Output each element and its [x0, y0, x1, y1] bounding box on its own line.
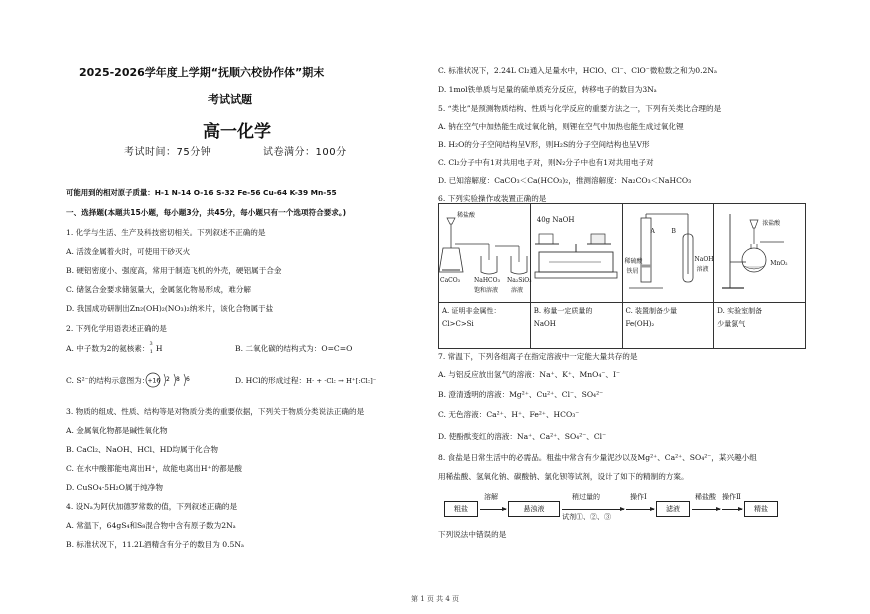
q2-option-d-text: D. HCl的形成过程： — [235, 376, 307, 385]
apparatus-d-drawing — [714, 204, 806, 300]
label-key-a: A — [650, 228, 655, 235]
q2-option-a: A. 中子数为2的氦核素：$^3_1$ H — [66, 341, 163, 355]
flow-op1-label: 操作Ⅰ — [630, 493, 647, 501]
flow-arrow-2 — [562, 509, 624, 510]
q6-stem: 6. 下列实验操作或装置正确的是 — [438, 194, 547, 203]
hcl-formation-formula: H· + ·Cl: → H⁺[:Cl:]⁻ — [306, 377, 377, 385]
flow-reagents-label: 试剂①、②、③ — [562, 513, 611, 521]
q8-stem-line2: 用稀盐酸、氢氧化钠、碳酸钠、氯化钡等试剂，设计了如下的精制的方案。 — [438, 472, 689, 481]
q8-after-flow: 下列说法中错误的是 — [438, 530, 507, 539]
option-6a-line2: Cl>C>Si — [442, 320, 474, 329]
flow-filtrate: 滤液 — [656, 501, 690, 517]
nucleus-charge: +16 — [147, 377, 161, 385]
subject-title: 高一化学 — [203, 122, 271, 142]
option-6c-label: C. 装置制备少量 — [625, 307, 678, 315]
option-6b-line2: NaOH — [533, 320, 556, 329]
flow-excess-label: 稍过量的 — [572, 493, 600, 501]
label-conc-hcl: 浓盐酸 — [762, 220, 781, 227]
q2-option-b: B. 二氧化碳的结构式为：O=C=O — [235, 344, 353, 353]
q5-option-a: A. 钠在空气中加热能生成过氧化钠，则锂在空气中加热也能生成过氧化锂 — [438, 122, 684, 131]
q5-option-b: B. H₂O的分子空间结构呈V形，则H₂S的分子空间结构也呈V形 — [438, 140, 650, 149]
q7-option-c: C. 无色溶液：Ca²⁺、H⁺、Fe²⁺、HCO₃⁻ — [438, 410, 580, 419]
q7-option-d: D. 使酚酞变红的溶液：Na⁺、Ca²⁺、SO₄²⁻、Cl⁻ — [438, 432, 607, 441]
shell-1: 2 — [166, 376, 170, 383]
label-caco3: CaCO₃ — [440, 277, 461, 284]
apparatus-c-drawing — [623, 204, 715, 300]
q1-stem: 1. 化学与生活、生产及科技密切相关。下列叙述不正确的是 — [66, 228, 266, 237]
flow-arrow-1 — [480, 509, 506, 510]
experiment-table — [438, 203, 806, 349]
label-iron: 铁屑 — [626, 268, 639, 275]
atomic-masses: 可能用到的相对原子质量：H-1 N-14 O-16 S-32 Fe-56 Cu-64 K-39 Mn-55 — [66, 188, 337, 197]
exam-title-line1: 2025-2026学年度上学期“抚顺六校协作体”期末 — [79, 66, 325, 79]
option-6b — [530, 303, 622, 349]
q5-option-d: D. 已知溶解度：CaCO₃＜Ca(HCO₃)₂，推测溶解度：Na₂CO₃＜NaHCO₃ — [438, 176, 692, 185]
q4-stem: 4. 设Nₐ为阿伏加德罗常数的值，下列叙述正确的是 — [66, 502, 238, 511]
page-footer: 第 1 页 共 4 页 — [410, 595, 460, 603]
flow-dilute-hcl-label: 稀盐酸 — [695, 493, 716, 501]
q7-option-a: A. 与铝反应放出氢气的溶液：Na⁺、K⁺、MnO₄⁻、I⁻ — [438, 370, 621, 379]
q4-option-b: B. 标准状况下，11.2L酒精含有分子的数目为 0.5Nₐ — [66, 540, 244, 549]
label-na2sio3-sub: 溶液 — [511, 287, 524, 294]
option-6c-line2: Fe(OH)₂ — [625, 320, 655, 329]
label-nahco3-sub: 饱和溶液 — [474, 287, 499, 294]
flow-arrow-4 — [692, 509, 720, 510]
label-mno2: MnO₂ — [770, 260, 788, 267]
q4-option-d: D. 1mol铁单质与足量的硫单质充分反应，转移电子的数目为3Nₐ — [438, 85, 657, 94]
shell-2: 8 — [176, 376, 180, 383]
q1-option-b: B. 硬铝密度小、强度高，常用于制造飞机的外壳，硬铝属于合金 — [66, 266, 282, 275]
flow-suspension: 悬浊液 — [508, 501, 560, 517]
sulfide-ion-diagram — [144, 370, 206, 390]
apparatus-c — [622, 204, 714, 303]
flow-refined-salt: 精盐 — [744, 501, 778, 517]
flow-op2-label: 操作Ⅱ — [722, 493, 741, 501]
option-6d — [714, 303, 806, 349]
flow-dissolve-label: 溶解 — [484, 493, 498, 501]
q1-option-a: A. 活泼金属着火时，可使用干砂灭火 — [66, 247, 191, 256]
q2-option-c — [66, 376, 149, 385]
q4-option-c: C. 标准状况下，2.24L Cl₂通入足量水中，HClO、Cl⁻、ClO⁻微粒数之和为0.2Nₐ — [438, 66, 717, 75]
exam-title-line2: 考试试题 — [208, 93, 252, 106]
option-6a-label: A. 证明非金属性： — [442, 307, 501, 315]
q3-option-a: A. 金属氧化物都是碱性氧化物 — [66, 426, 168, 435]
q3-option-b: B. CaCl₂、NaOH、HCl、HD均属于化合物 — [66, 445, 218, 454]
purification-flowchart — [440, 491, 780, 527]
q5-stem: 5. “类比”是预测物质结构、性质与化学反应的重要方法之一，下列有关类比合理的是 — [438, 104, 722, 113]
label-na2sio3: Na₂SiO₃ — [507, 277, 532, 284]
shell-3: 6 — [186, 376, 190, 383]
label-naoh-solution: NaOH — [694, 256, 714, 263]
q8-stem-line1: 8. 食盐是日常生活中的必需品。粗盐中常含有少量泥沙以及Mg²⁺、Ca²⁺、SO₄²⁻，某兴趣小组 — [438, 453, 757, 462]
flow-crude-salt: 粗盐 — [444, 501, 478, 517]
q7-option-b: B. 澄清透明的溶液：Mg²⁺、Cu²⁺、Cl⁻、SO₄²⁻ — [438, 390, 604, 399]
q5-option-c: C. Cl₂分子中有1对共用电子对，则N₂分子中也有1对共用电子对 — [438, 158, 654, 167]
apparatus-a — [439, 204, 531, 303]
label-naoh-mass: 40g NaOH — [536, 216, 575, 224]
q2-option-a-text: A. 中子数为2的氦核素： — [66, 344, 150, 353]
q2-option-a-symbol: H — [155, 344, 163, 353]
q3-stem: 3. 物质的组成、性质、结构等是对物质分类的重要依据，下列关于物质分类说法正确的是 — [66, 407, 365, 416]
q7-stem: 7. 常温下，下列各组离子在指定溶液中一定能大量共存的是 — [438, 352, 638, 361]
option-6a — [439, 303, 531, 349]
label-nahco3: NaHCO₃ — [474, 277, 500, 284]
q2-stem: 2. 下列化学用语表述正确的是 — [66, 324, 167, 333]
q2-option-d — [235, 376, 376, 385]
label-dilute-h2so4: 稀硫酸 — [624, 258, 643, 265]
q1-option-d: D. 我国成功研制出Zn₂(OH)₂(NO₃)₂纳米片，该化合物属于盐 — [66, 304, 274, 313]
q1-option-c: C. 储氢合金要求储氢量大，金属氢化物易形成，难分解 — [66, 285, 252, 294]
q2-option-c-text: C. S²⁻的结构示意图为： — [66, 376, 150, 385]
option-6b-label: B. 称量一定质量的 — [533, 307, 593, 315]
section-one-heading: 一、选择题(本题共15小题，每小题3分，共45分，每小题只有一个选项符合要求。) — [66, 208, 347, 217]
q3-option-c: C. 在水中酸都能电离出H⁺，故能电离出H⁺的都是酸 — [66, 464, 242, 473]
apparatus-d — [714, 204, 806, 303]
label-key-b: B — [671, 228, 676, 235]
q4-option-a: A. 常温下，64gS₄和S₈混合物中含有原子数为2Nₐ — [66, 521, 236, 530]
option-6d-label: D. 实验室制备 — [717, 307, 763, 315]
exam-time: 考试时间：75分钟 — [124, 147, 212, 158]
option-6c — [622, 303, 714, 349]
q3-option-d: D. CuSO₄·5H₂O属于纯净物 — [66, 483, 163, 492]
apparatus-b — [530, 204, 622, 303]
label-hcl: 稀盐酸 — [457, 212, 476, 219]
option-6d-line2: 少量氯气 — [717, 320, 746, 329]
flow-arrow-3 — [626, 509, 654, 510]
full-score: 试卷满分：100分 — [263, 147, 347, 158]
label-naoh-solution-sub: 溶液 — [696, 266, 709, 273]
flow-arrow-5 — [722, 509, 742, 510]
